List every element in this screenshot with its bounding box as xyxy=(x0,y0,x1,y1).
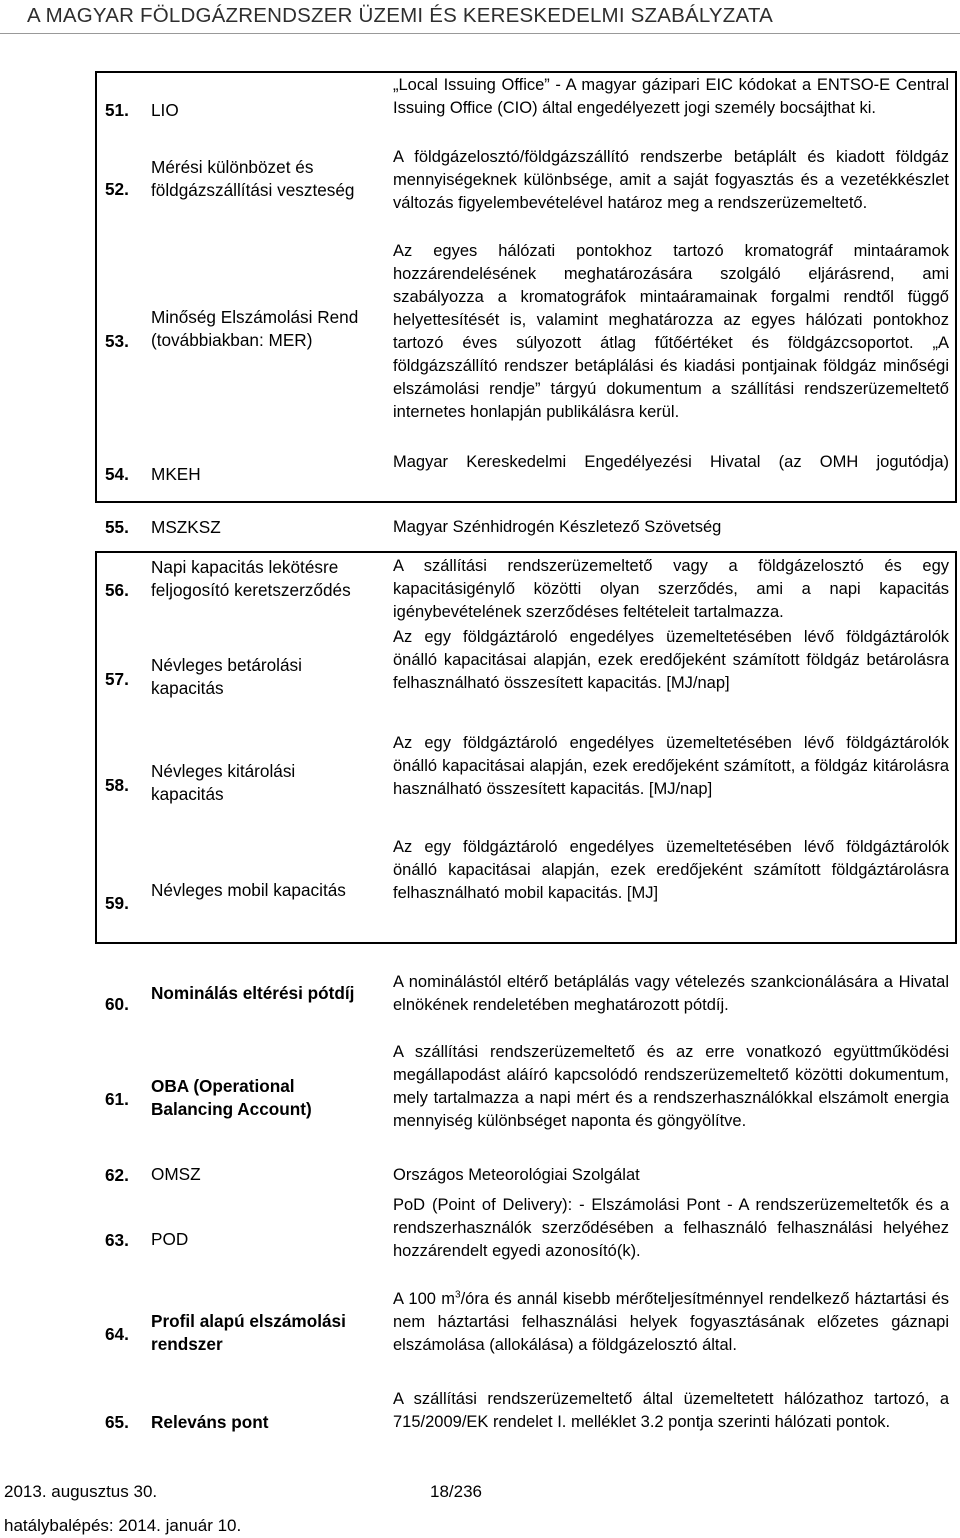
footer-page-number: 18/236 xyxy=(430,1482,482,1501)
entry-term: MKEH xyxy=(151,464,201,484)
footer-date: 2013. augusztus 30. xyxy=(4,1482,158,1501)
entry-term: LIO xyxy=(151,100,179,120)
entry-term: POD xyxy=(151,1229,189,1249)
entry-number: 55. xyxy=(105,517,129,537)
entry-number: 52. xyxy=(105,179,129,199)
page-header: A MAGYAR FÖLDGÁZRENDSZER ÜZEMI ÉS KERESKEDELMI SZABÁLYZATA xyxy=(0,0,960,34)
entry-definition-prefix: A 100 m xyxy=(393,1290,455,1308)
entry-definition: Magyar Kereskedelmi Engedélyezési Hivatal (az OMH jogutódja) xyxy=(393,453,949,471)
entry-number: 63. xyxy=(105,1230,129,1250)
superscript: 3 xyxy=(455,1289,461,1301)
entry-definition-text: /óra és annál kisebb mérőteljesítménnyel rendelkező háztartási és nem háztartási felhasználási helyek fogyasztásának előzetes gáznapi elszámolása (allokálása) a földgázelosztó által. xyxy=(393,1290,949,1354)
entry-term: Minőség Elszámolási Rend (továbbiakban: MER) xyxy=(151,307,359,350)
entry-number: 51. xyxy=(105,100,129,120)
entry-number: 59. xyxy=(105,893,129,913)
entry-definition: A szállítási rendszerüzemeltető és az erre vonatkozó együttműködési megállapodást aláíró kapcsolódó rendszerüzemeltető közötti dokumentum, mely tartalmazza a napi mért és a rendszerhasználókkal elszámolt energia mennyiség különbséget naponta és göngyölítve. xyxy=(393,1043,949,1130)
entry-term: OBA (Operational Balancing Account) xyxy=(151,1076,312,1119)
entry-definition: Magyar Szénhidrogén Készletező Szövetség xyxy=(393,518,722,536)
entry-number: 62. xyxy=(105,1165,129,1185)
entry-definition: A szállítási rendszerüzemeltető vagy a földgázelosztó és egy kapacitásigénylő közötti olyan szerződés, ami a napi kapacitás igénybevételének szerződéses feltételeit tartalmazza. xyxy=(393,557,949,621)
entry-number: 61. xyxy=(105,1089,129,1109)
entry-number: 65. xyxy=(105,1412,129,1432)
entry-number: 57. xyxy=(105,669,129,689)
entry-term: OMSZ xyxy=(151,1164,201,1184)
footer-effective-date: hatálybalépés: 2014. január 10. xyxy=(4,1516,242,1535)
entry-term: Profil alapú elszámolási rendszer xyxy=(151,1311,346,1354)
entry-definition: PoD (Point of Delivery): - Elszámolási Pont - A rendszerüzemeltetők és a rendszerhasználók szerződésében a felhasználó felhasználási helyéhez hozzárendelt egyedi azonosító(k). xyxy=(393,1196,949,1260)
entry-definition: A földgázelosztó/földgázszállító rendszerbe betáplált és kiadott földgáz mennyiségeknek különbsége, amit a saját fogyasztás és a vezetékkészlet változás figyelembevételével határoz meg a rendszerüzemeltető. xyxy=(393,148,949,212)
entry-term: Releváns pont xyxy=(151,1412,269,1432)
entry-term: Nominálás eltérési pótdíj xyxy=(151,983,355,1003)
entry-term: Névleges mobil kapacitás xyxy=(151,880,346,900)
entry-term: Névleges kitárolási kapacitás xyxy=(151,761,296,804)
entry-number: 53. xyxy=(105,331,129,351)
entry-definition: Az egy földgáztároló engedélyes üzemeltetésében lévő földgáztárolók önálló kapacitásai alapján, ezek eredőjeként számított földgáztárolásra felhasználható mobil kapacitás. [MJ] xyxy=(393,838,949,902)
entry-term: MSZKSZ xyxy=(151,517,221,537)
entry-term: Napi kapacitás lekötésre feljogosító keretszerződés xyxy=(151,557,351,600)
entry-number: 54. xyxy=(105,464,129,484)
entry-definition: „Local Issuing Office” - A magyar gázipari EIC kódokat a ENTSO-E Central Issuing Office (CIO) által engedélyezett jogi személy bocsájthat ki. xyxy=(393,76,949,117)
entry-number: 60. xyxy=(105,994,129,1014)
entry-number: 64. xyxy=(105,1324,129,1344)
entry-number: 58. xyxy=(105,775,129,795)
entry-definition: Az egy földgáztároló engedélyes üzemeltetésében lévő földgáztárolók önálló kapacitásai alapján, ezek eredőjeként számított földgáz betárolásra felhasználható összesített kapacitás. [MJ/nap] xyxy=(393,628,949,692)
entry-definition: A szállítási rendszerüzemeltető által üzemeltetett hálózathoz tartozó, a 715/2009/EK rendelet I. melléklet 3.2 pontja szerinti hálózati pontok. xyxy=(393,1390,949,1431)
entry-definition: Országos Meteorológiai Szolgálat xyxy=(393,1166,640,1184)
entry-definition: Az egyes hálózati pontokhoz tartozó kromatográf mintaáramok hozzárendelésének meghatározására szolgáló eljárásrend, ami szabályozza a kromatográfok mintaáramainak forgalmi rendtől függő helyettesítését is, valamint meghatározza az egyes hálózati pontokhoz tartozó éves súlyozott átlag fűtőértéket és földgázcsoportot. „A földgázszállító rendszer betáplálási és kiadási pontjainak földgáz minőségi elszámolási rendje” tárgyú dokumentum a szállítási rendszerüzemeltető internetes honlapján publikálásra kerül. xyxy=(393,242,949,421)
entry-term: Mérési különbözet és földgázszállítási veszteség xyxy=(151,157,355,200)
entry-definition: A nominálástól eltérő betáplálás vagy vételezés szankcionálására a Hivatal elnökének rendeletében meghatározott pótdíj. xyxy=(393,973,949,1014)
entry-term: Névleges betárolási kapacitás xyxy=(151,655,302,698)
entry-definition xyxy=(393,1288,949,1357)
entry-definition: Az egy földgáztároló engedélyes üzemeltetésében lévő földgáztárolók önálló kapacitásai alapján, ezek eredőjeként számított, a földgáz kitárolásra használható összesített kapacitás. [MJ/nap] xyxy=(393,734,949,798)
entry-number: 56. xyxy=(105,580,129,600)
